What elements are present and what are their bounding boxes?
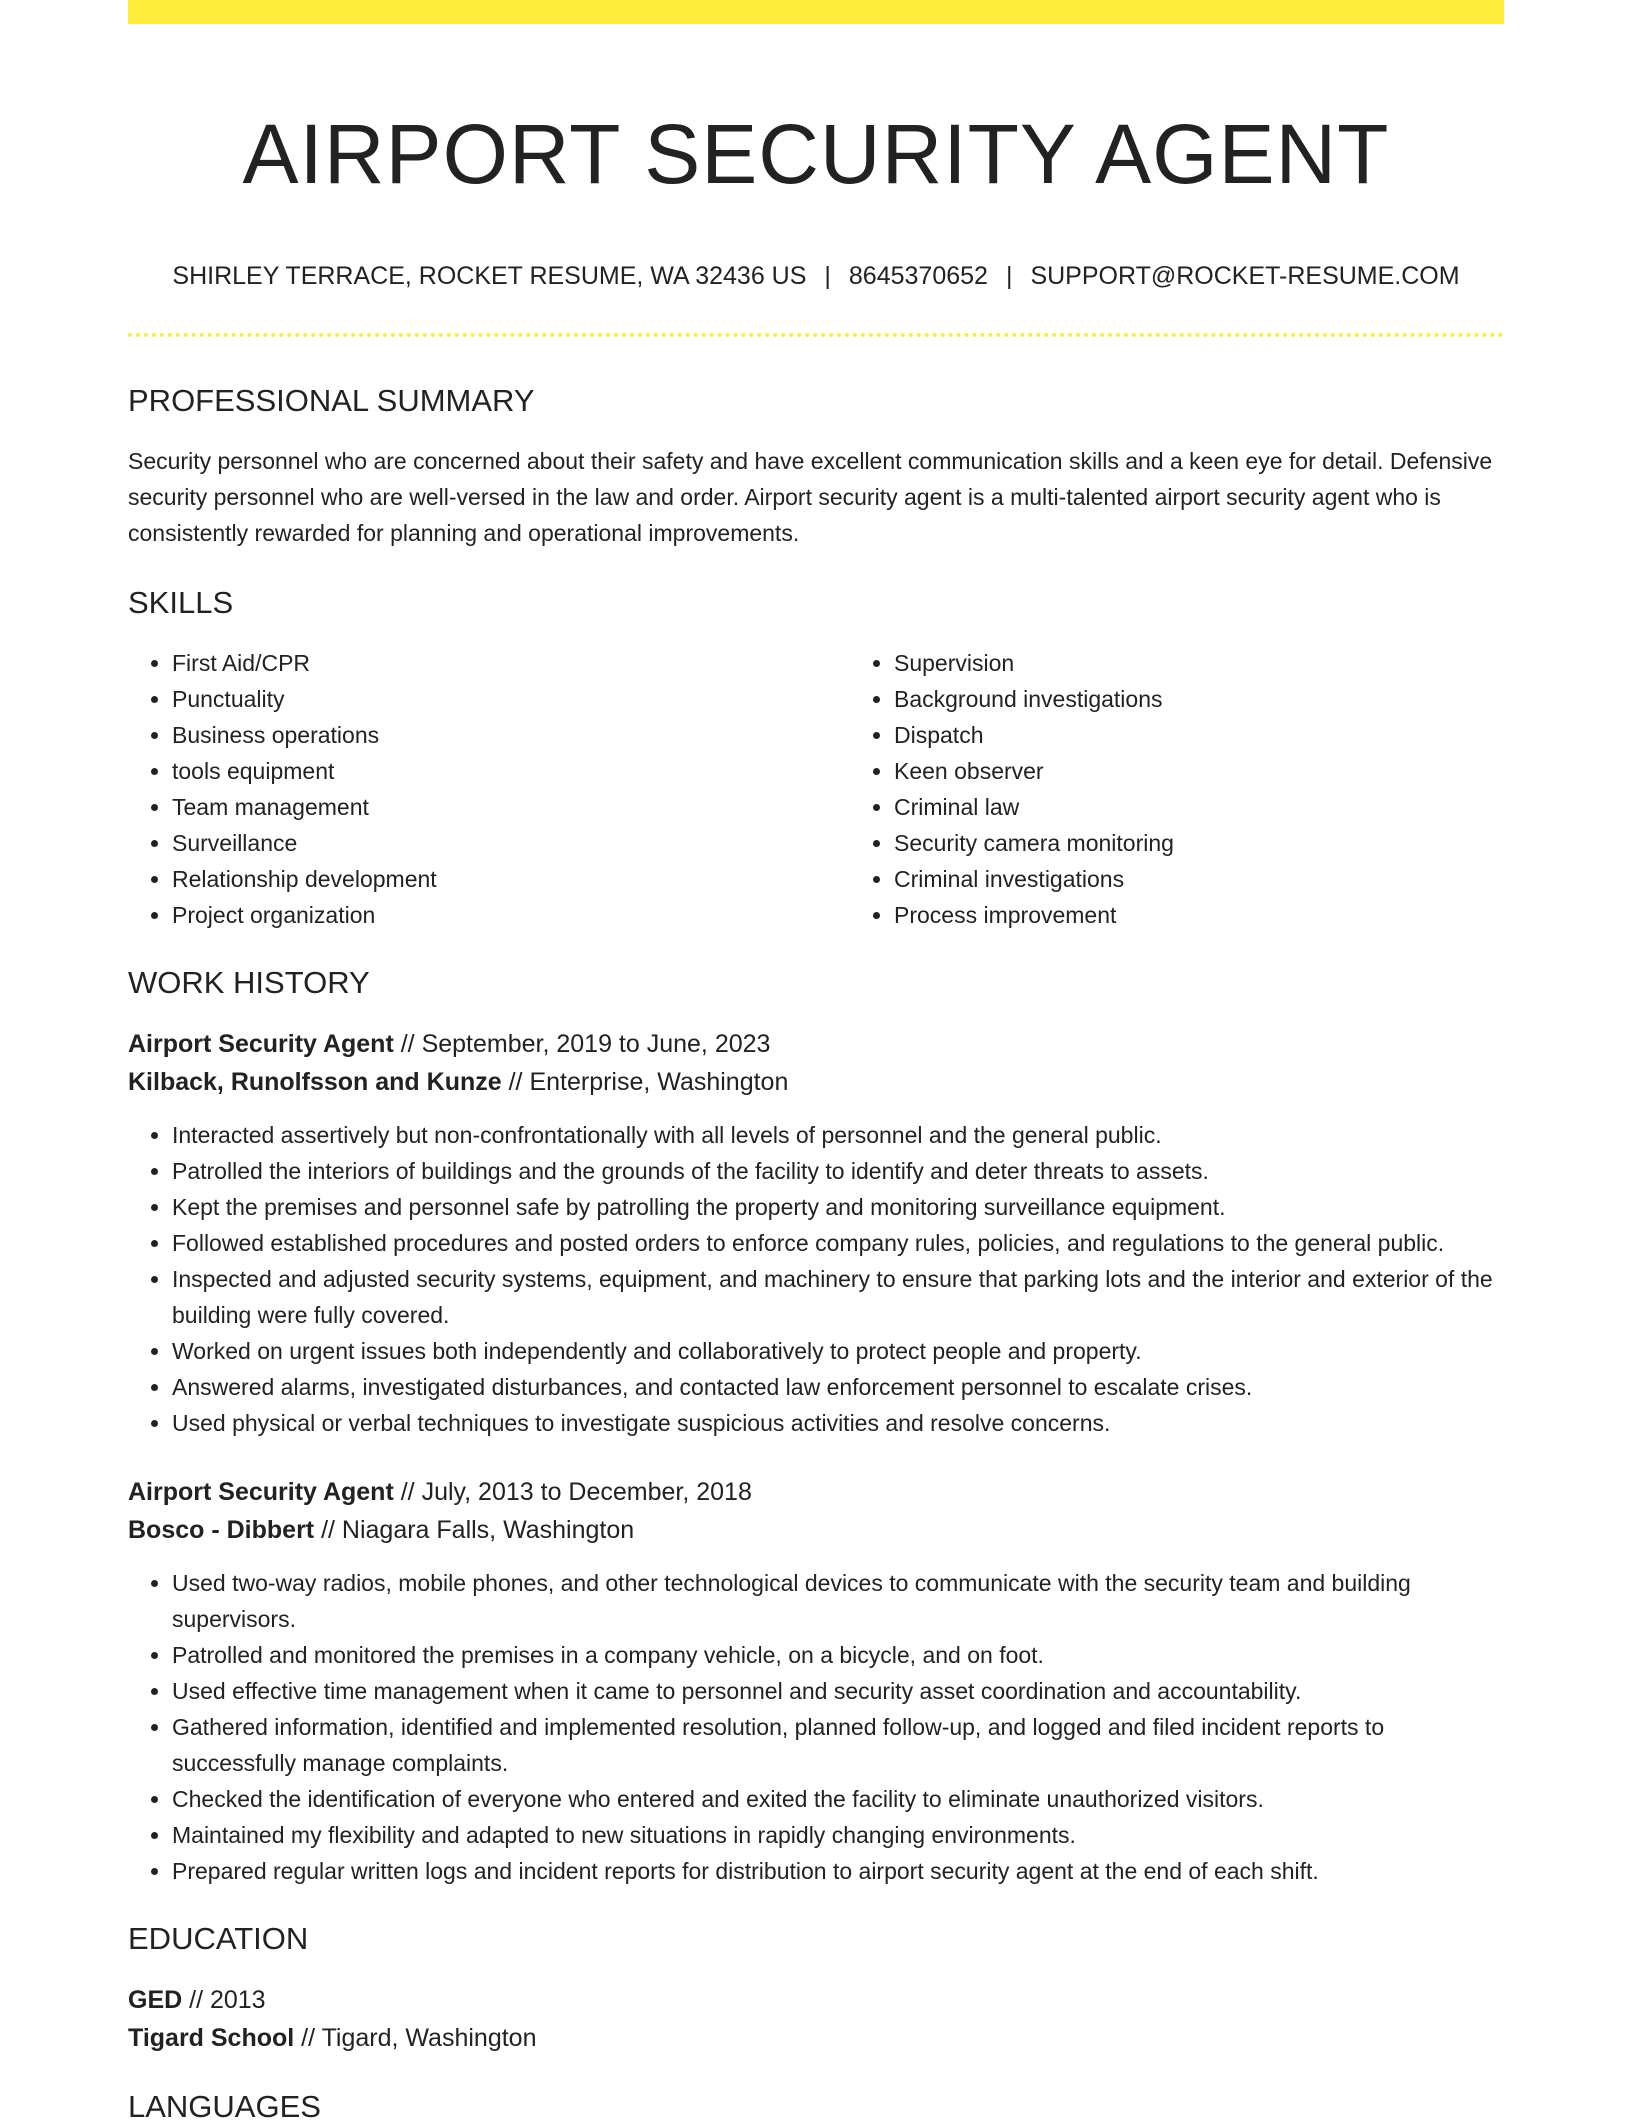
job-location: // Enterprise, Washington	[501, 1068, 789, 1096]
job-dates: // September, 2019 to June, 2023	[393, 1030, 771, 1058]
list-item: • Dispatch	[894, 717, 1504, 753]
header-divider	[128, 333, 1504, 337]
list-item: • Followed established procedures and posted orders to enforce company rules, policies, and regulations to the general public.	[172, 1225, 1504, 1261]
education-degree: GED	[128, 1986, 183, 2014]
job-company-line	[128, 1063, 1504, 1101]
job-position: Airport Security Agent	[128, 1478, 394, 1506]
contact-email: SUPPORT@ROCKET-RESUME.COM	[1030, 262, 1460, 290]
job-company-line	[128, 1511, 1504, 1549]
education-school-line	[128, 2019, 1504, 2057]
job-location: // Niagara Falls, Washington	[314, 1516, 635, 1544]
contact-line	[128, 258, 1504, 294]
list-item: • Background investigations	[894, 681, 1504, 717]
job-title-line	[128, 1473, 1504, 1511]
list-item: • Process improvement	[894, 897, 1504, 933]
list-item: • Used physical or verbal techniques to investigate suspicious activities and resolve concerns.	[172, 1405, 1504, 1441]
education-location: // Tigard, Washington	[294, 2024, 537, 2052]
list-item: • Criminal investigations	[894, 861, 1504, 897]
list-item: • Patrolled and monitored the premises in a company vehicle, on a bicycle, and on foot.	[172, 1637, 1504, 1673]
contact-phone: 8645370652	[848, 262, 988, 290]
professional-summary-section	[128, 381, 1504, 551]
contact-separator: |	[1005, 262, 1013, 290]
section-title-work: WORK HISTORY	[128, 965, 370, 1000]
education-section	[128, 1919, 1504, 2057]
languages-section	[128, 2087, 1504, 2127]
list-item: • Used two-way radios, mobile phones, and other technological devices to communicate with the security team and building supervisors.	[172, 1565, 1504, 1637]
list-item: • Answered alarms, investigated disturbances, and contacted law enforcement personnel to escalate crises.	[172, 1369, 1504, 1405]
job-company: Bosco - Dibbert	[128, 1516, 315, 1544]
education-degree-line	[128, 1981, 1504, 2019]
job-dates: // July, 2013 to December, 2018	[393, 1478, 752, 1506]
contact-separator: |	[824, 262, 831, 290]
job-company: Kilback, Runolfsson and Kunze	[128, 1068, 502, 1096]
list-item: • Team management	[172, 789, 850, 825]
list-item: • Supervision	[894, 645, 1504, 681]
list-item: • Interacted assertively but non-confrontationally with all levels of personnel and the general public.	[172, 1117, 1504, 1153]
list-item: • Business operations	[172, 717, 850, 753]
section-title-summary: PROFESSIONAL SUMMARY	[128, 383, 535, 418]
list-item: • Inspected and adjusted security systems, equipment, and machinery to ensure that parking lots and the interior and exterior of the building were fully covered.	[172, 1261, 1504, 1333]
list-item: • Criminal law	[894, 789, 1504, 825]
list-item: • Relationship development	[172, 861, 850, 897]
list-item: • Surveillance	[172, 825, 850, 861]
list-item: • tools equipment	[172, 753, 850, 789]
list-item: • Kept the premises and personnel safe by patrolling the property and monitoring surveillance equipment.	[172, 1189, 1504, 1225]
list-item: • Punctuality	[172, 681, 850, 717]
list-item: • Worked on urgent issues both independently and collaboratively to protect people and property.	[172, 1333, 1504, 1369]
list-item: • Checked the identification of everyone who entered and exited the facility to eliminate unauthorized visitors.	[172, 1781, 1504, 1817]
job-title-line	[128, 1025, 1504, 1063]
list-item: • First Aid/CPR	[172, 645, 850, 681]
education-entry	[128, 1981, 1504, 2057]
list-item: • Patrolled the interiors of buildings and the grounds of the facility to identify and deter threats to assets.	[172, 1153, 1504, 1189]
summary-text: Security personnel who are concerned about their safety and have excellent communication skills and a keen eye for detail. Defensive security personnel who are well-versed in the law and order. Airport security agent is a multi-talented airport security agent who is consistently rewarded for planning and operational improvements.	[128, 448, 1493, 546]
section-title-languages: LANGUAGES	[128, 2089, 321, 2124]
list-item: • Keen observer	[894, 753, 1504, 789]
job-position: Airport Security Agent	[128, 1030, 394, 1058]
skills-list-left	[128, 645, 850, 933]
list-item: • Prepared regular written logs and incident reports for distribution to airport security agent at the end of each shift.	[172, 1853, 1504, 1889]
list-item: • Used effective time management when it came to personnel and security asset coordination and accountability.	[172, 1673, 1504, 1709]
skills-list-right	[850, 645, 1504, 933]
education-school: Tigard School	[128, 2024, 295, 2052]
contact-address: SHIRLEY TERRACE, ROCKET RESUME, WA 32436 US	[172, 262, 807, 290]
list-item: • Maintained my flexibility and adapted to new situations in rapidly changing environments.	[172, 1817, 1504, 1853]
job-bullets	[128, 1117, 1504, 1441]
skills-section	[128, 583, 1504, 933]
candidate-name: AIRPORT SECURITY AGENT	[242, 107, 1390, 201]
section-title-education: EDUCATION	[128, 1921, 309, 1956]
education-year: // 2013	[182, 1986, 266, 2014]
list-item: • Security camera monitoring	[894, 825, 1504, 861]
job-bullets	[128, 1565, 1504, 1889]
section-title-skills: SKILLS	[128, 585, 234, 620]
list-item: • Project organization	[172, 897, 850, 933]
job-entry	[128, 1473, 1504, 1889]
job-entry	[128, 1025, 1504, 1441]
top-accent-bar	[128, 0, 1504, 24]
list-item: • Gathered information, identified and implemented resolution, planned follow-up, and logged and filed incident reports to successfully manage complaints.	[172, 1709, 1504, 1781]
resume-page	[128, 0, 1504, 2127]
skills-columns	[128, 645, 1504, 933]
work-history-section	[128, 963, 1504, 1889]
